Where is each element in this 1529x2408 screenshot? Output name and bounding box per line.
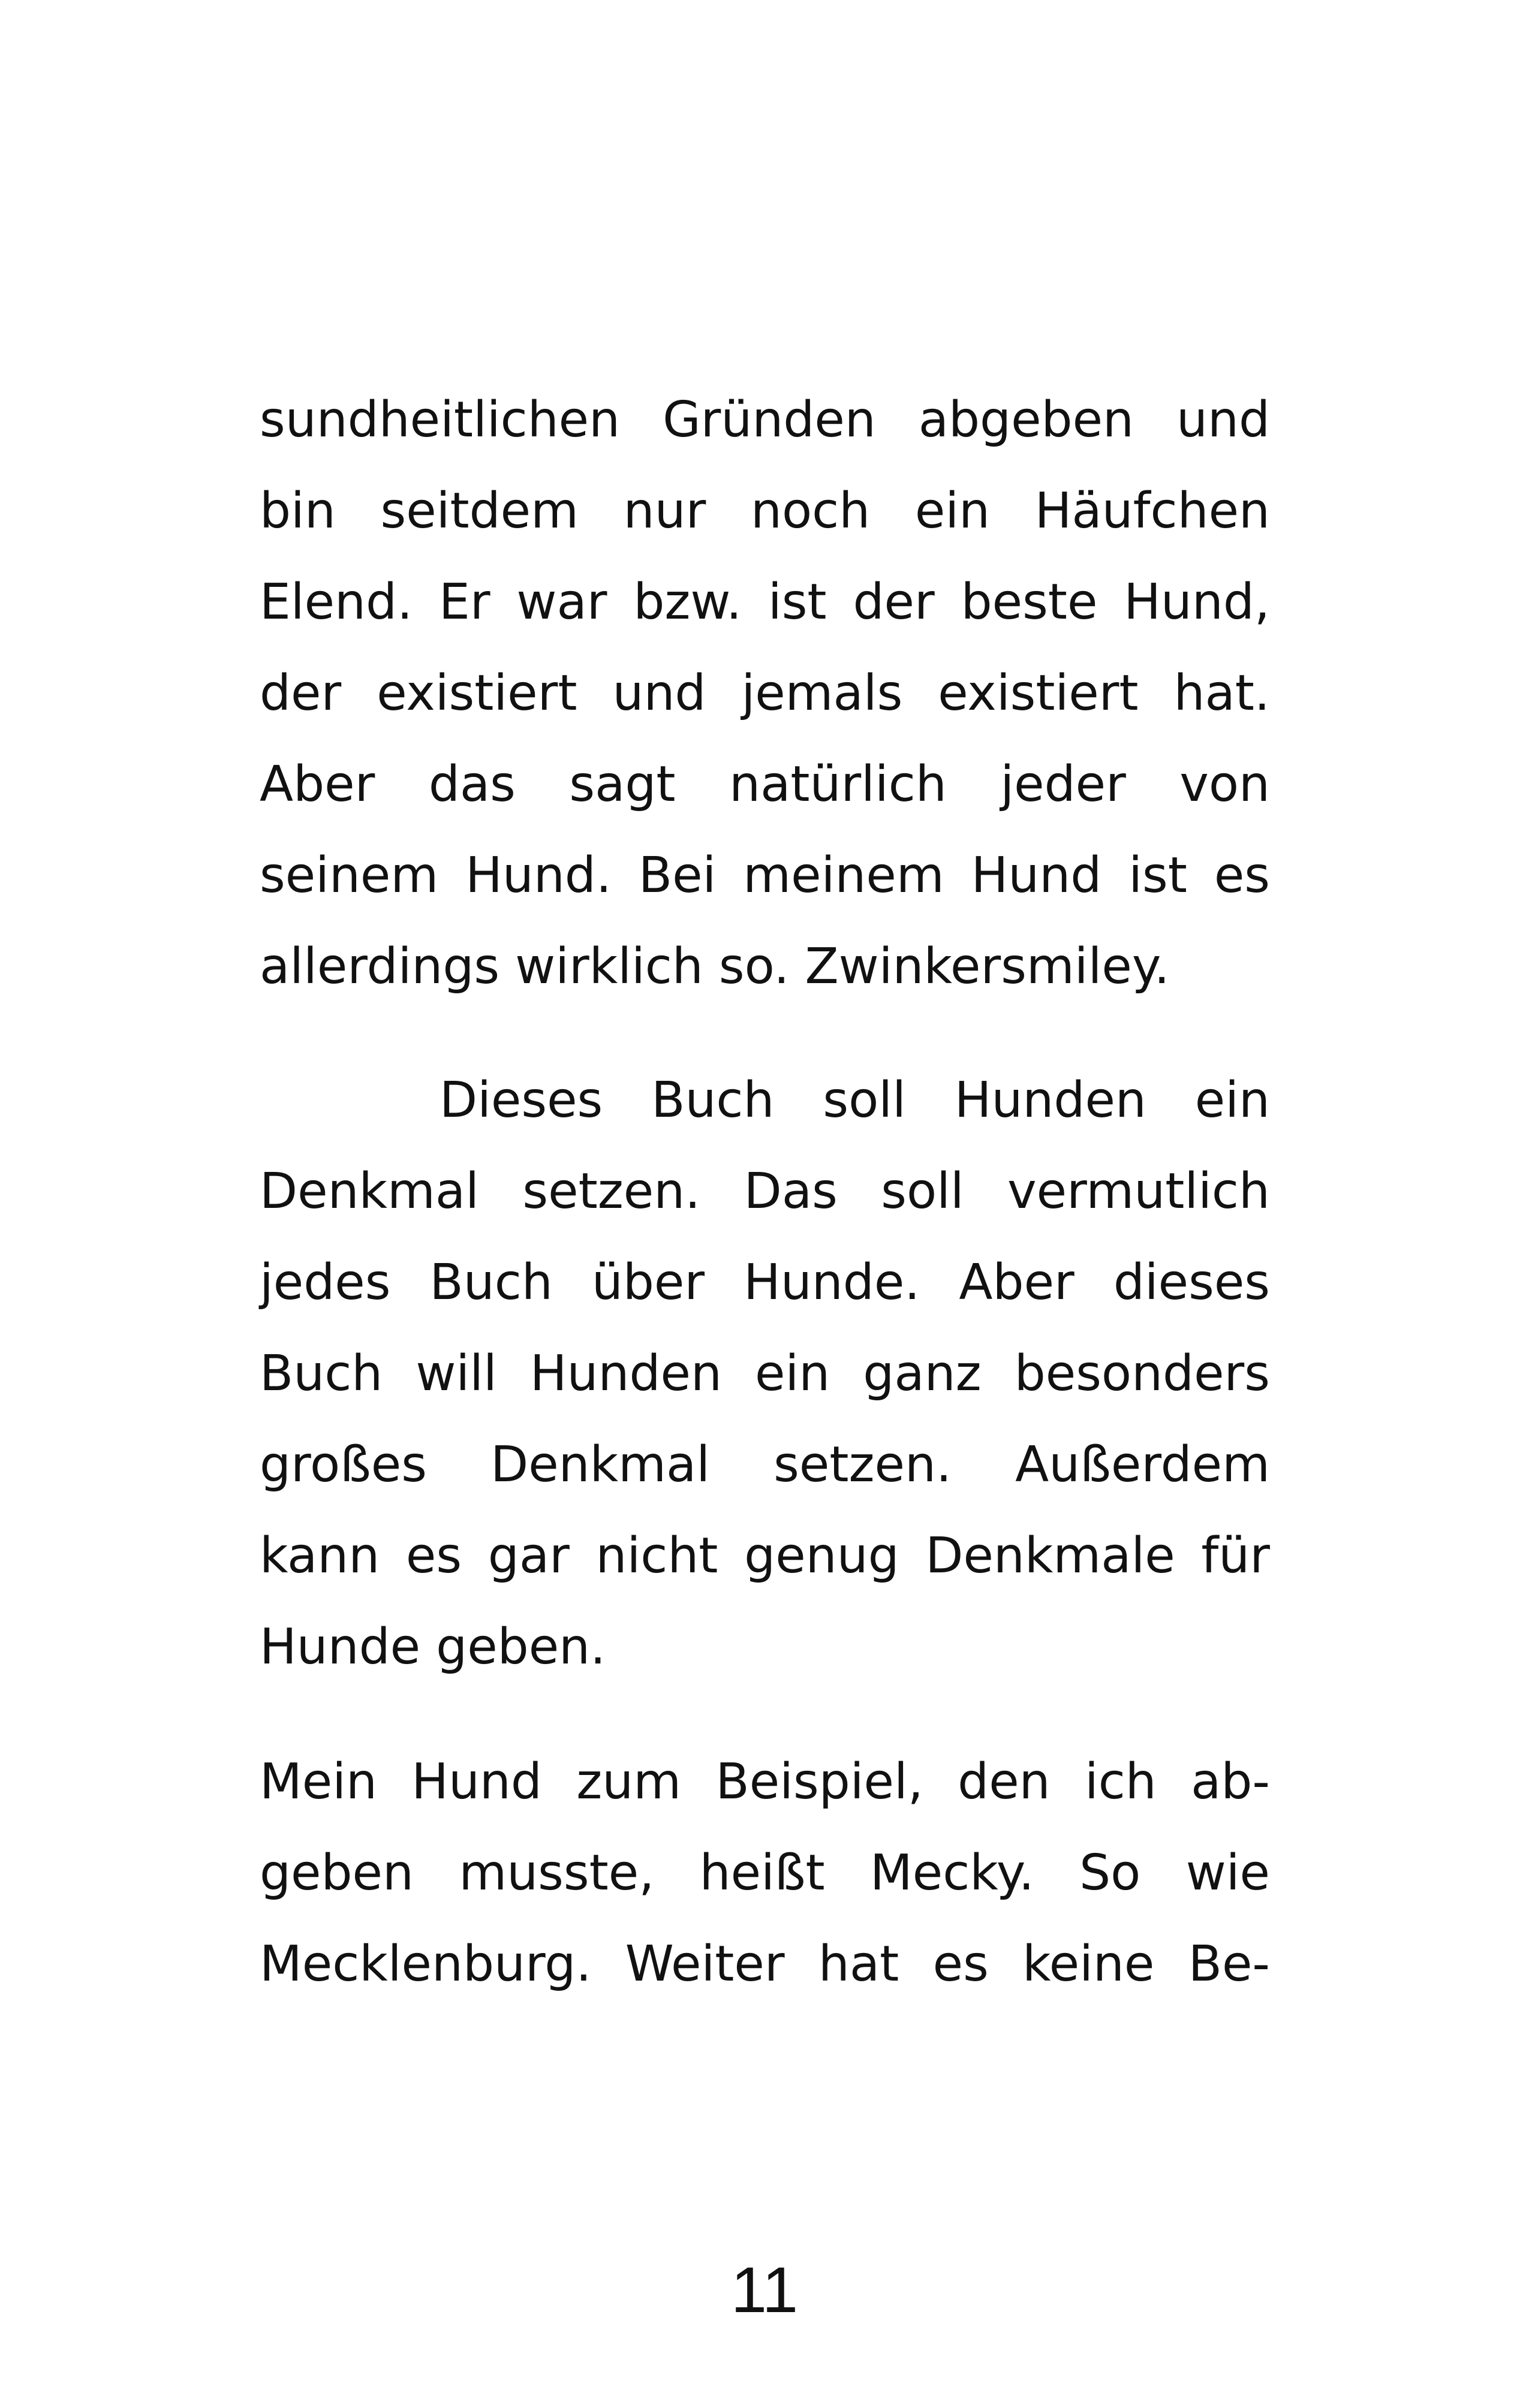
paragraph-3 — [260, 1737, 1270, 2010]
text-line: jedes Buch über Hunde. Aber dieses — [260, 1254, 1270, 1311]
text-line: Mein Hund zum Beispiel, den ich ab- — [260, 1753, 1270, 1810]
page-number: 11 — [730, 2253, 799, 2326]
text-line: geben musste, heißt Mecky. So wie — [260, 1845, 1270, 1901]
text-line: Aber das sagt natürlich jeder von — [260, 756, 1270, 813]
text-line: Buch will Hunden ein ganz besonders — [260, 1345, 1270, 1402]
text-line: Dieses Buch soll Hunden ein — [440, 1072, 1270, 1129]
text-line: allerdings wirklich so. Zwinkersmiley. — [260, 938, 1170, 995]
text-line: der existiert und jemals existiert hat. — [260, 665, 1270, 722]
text-line: seinem Hund. Bei meinem Hund ist es — [260, 847, 1270, 904]
text-line: großes Denkmal setzen. Außerdem — [260, 1436, 1270, 1493]
text-line: sundheitlichen Gründen abgeben und — [260, 391, 1270, 448]
text-line: Hunde geben. — [260, 1619, 606, 1675]
text-line: Denkmal setzen. Das soll vermutlich — [260, 1163, 1270, 1220]
paragraph-2 — [260, 1055, 1270, 1693]
paragraph-1 — [260, 375, 1270, 1012]
text-line: Mecklenburg. Weiter hat es keine Be- — [260, 1936, 1270, 1993]
text-line: bin seitdem nur noch ein Häufchen — [260, 483, 1270, 540]
text-line: kann es gar nicht genug Denkmale für — [260, 1527, 1270, 1584]
text-line: Elend. Er war bzw. ist der beste Hund, — [260, 574, 1270, 631]
